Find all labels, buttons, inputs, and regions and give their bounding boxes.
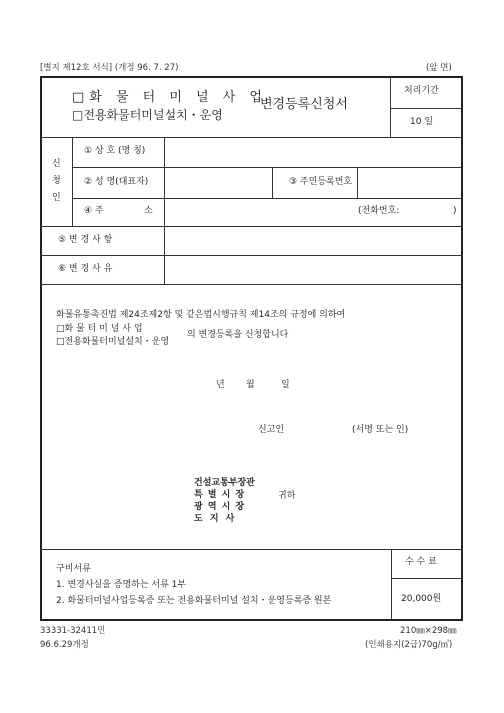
paper-type: (인쇄용지(2급)70g/㎡) xyxy=(365,640,453,650)
reporter-label: 신고인 xyxy=(258,425,285,435)
honorific-label: 귀하 xyxy=(278,491,296,501)
form-reference: [별지 제12호 서식] (개정 96. 7. 27) xyxy=(40,63,179,73)
resident-number-label: ③ 주민등록번호 xyxy=(289,177,353,187)
address-field[interactable] xyxy=(166,200,356,225)
applicant-group-divider xyxy=(72,137,73,226)
fee-divider xyxy=(391,549,392,620)
request-text: 의 변경등록을 신청합니다 xyxy=(187,330,289,340)
applicant-row-line-2 xyxy=(72,198,461,199)
frame-top xyxy=(40,76,463,78)
documents-top-line xyxy=(40,549,463,550)
addressee-governor: 도 지 사 xyxy=(194,514,237,524)
change-items-label: ⑤ 변 경 사 항 xyxy=(58,235,113,245)
frame-left xyxy=(40,76,42,621)
phone-label: (전화번호: xyxy=(358,206,400,216)
fee-mid-line xyxy=(391,578,462,579)
processing-divider xyxy=(390,77,391,137)
processing-period-value: 10 일 xyxy=(410,117,434,127)
required-documents-title: 구비서류 xyxy=(56,564,91,574)
processing-period-label: 처리기간 xyxy=(404,86,439,96)
processing-mid-line xyxy=(390,108,461,109)
applicant-row-line-1 xyxy=(72,167,461,168)
company-name-label: ① 상 호 (명 칭) xyxy=(84,146,146,156)
addressee-metro-city-mayor: 광 역 시 장 xyxy=(194,502,246,512)
change-reason-field[interactable] xyxy=(166,257,459,283)
fee-amount: 20,000원 xyxy=(401,594,442,604)
changes-bottom-line xyxy=(40,284,463,285)
title-option-private-terminal: □전용화물터미널설치・운영 xyxy=(72,108,223,122)
applicant-group-label-1: 신 xyxy=(52,159,61,169)
applicant-bottom-line xyxy=(40,226,463,227)
paper-size: 210㎜×298㎜ xyxy=(400,626,457,636)
company-name-field[interactable] xyxy=(166,139,459,166)
required-document-1: 1. 변경사실을 증명하는 서류 1부 xyxy=(56,580,187,590)
address-label-end: 소 xyxy=(144,206,153,216)
body-option-terminal-business: □화 물 터 미 널 사 업 xyxy=(56,324,143,334)
resident-no-divider xyxy=(272,167,273,198)
legal-statement: 화물유통촉진법 제24조제2항 및 같은법시행규칙 제14조의 규정에 의하여 xyxy=(56,310,346,320)
body-option-private-terminal: □전용화물터미널설치・운영 xyxy=(56,337,170,347)
form-code: 33331-32411민 xyxy=(40,626,106,636)
title-bottom-line xyxy=(40,137,463,138)
applicant-label-divider xyxy=(164,137,165,226)
page-side-label: (앞 면) xyxy=(426,63,452,73)
resident-number-field[interactable] xyxy=(359,169,459,197)
applicant-group-label-3: 인 xyxy=(52,193,61,203)
phone-close-paren: ) xyxy=(453,206,457,216)
required-document-2: 2. 화물터미널사업등록증 또는 전용화물터미널 설치・운영등록증 원본 xyxy=(56,596,332,606)
title-option-terminal-business: □화 물 터 미 널 사 업 xyxy=(72,90,267,105)
signature-label: (서명 또는 인) xyxy=(352,425,409,435)
change-items-field[interactable] xyxy=(166,228,459,254)
representative-name-field[interactable] xyxy=(166,169,270,197)
change-reason-label: ⑥ 변 경 사 유 xyxy=(58,264,113,274)
addressee-special-city-mayor: 특 별 시 장 xyxy=(194,490,246,500)
revision-date: 96.6.29개정 xyxy=(40,640,89,650)
applicant-group-label-2: 청 xyxy=(52,176,61,186)
date-month-label: 월 xyxy=(246,380,255,390)
frame-bottom xyxy=(40,619,463,621)
representative-name-label: ② 성 명(대표자) xyxy=(84,177,149,187)
fee-label: 수 수 료 xyxy=(405,557,437,567)
addressee-minister: 건설교통부장관 xyxy=(194,478,255,488)
page-title: 변경등록신청서 xyxy=(260,97,348,112)
resident-no-value-divider xyxy=(357,167,358,198)
changes-mid-line xyxy=(40,255,463,256)
address-label-start: ④ 주 xyxy=(84,206,104,216)
frame-right xyxy=(461,76,463,621)
date-day-label: 일 xyxy=(281,380,290,390)
date-year-label: 년 xyxy=(216,380,225,390)
